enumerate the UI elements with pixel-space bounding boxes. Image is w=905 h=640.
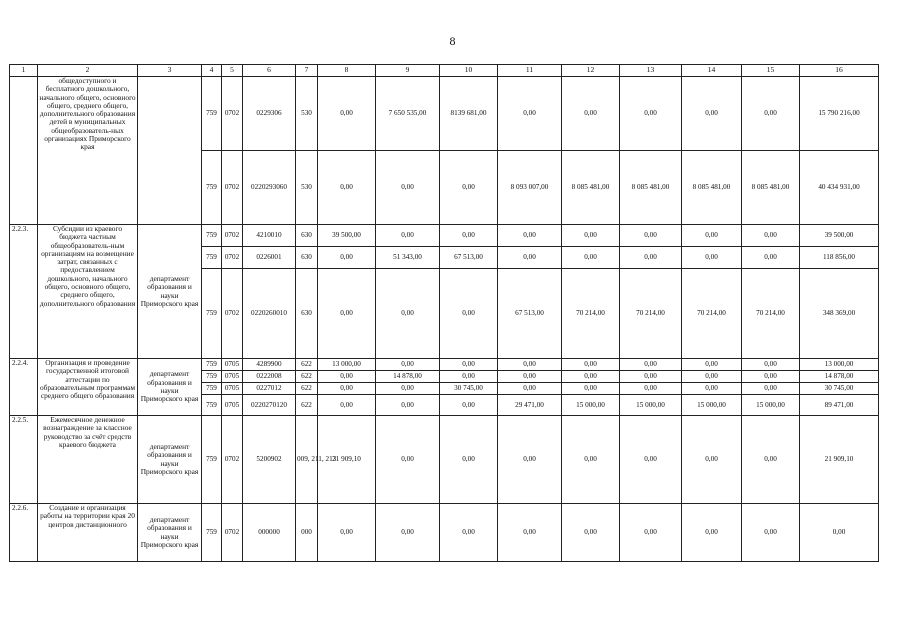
section-name: Ежемесячное денежное вознаграждение за классное руководство за счёт средств краевого бюджета [38,416,138,504]
table-cell: 009, 211, 213 [296,416,318,504]
budget-table [9,64,879,562]
table-cell: 0,00 [318,383,376,395]
table-cell: 8 085 481,00 [742,151,800,225]
table-cell: 0,00 [498,225,562,247]
table-cell: 70 214,00 [562,269,620,359]
table-cell: 0,00 [376,359,440,371]
table-cell: 51 343,00 [376,247,440,269]
table-cell: 0,00 [498,359,562,371]
table-cell: 0,00 [318,77,376,151]
table-cell: 67 513,00 [498,269,562,359]
table-cell: 8 085 481,00 [620,151,682,225]
table-cell: 0,00 [620,416,682,504]
header-cell: 6 [243,65,296,77]
table-cell: 622 [296,395,318,416]
table-cell: 89 471,00 [800,395,879,416]
header-row [10,65,879,77]
table-cell: 0,00 [440,269,498,359]
section-code: 2.2.3. [10,225,38,359]
table-cell: 759 [202,225,222,247]
table-cell: 759 [202,151,222,225]
responsible-department: департамент образования и науки Приморского края [138,359,202,416]
table-cell: 0705 [222,371,243,383]
table-cell: 0705 [222,383,243,395]
table-cell: 70 214,00 [682,269,742,359]
table-cell: 759 [202,395,222,416]
table-cell: 000000 [243,504,296,562]
header-cell: 12 [562,65,620,77]
table-cell: 0,00 [440,359,498,371]
table-cell: 0702 [222,77,243,151]
table-cell: 0,00 [440,371,498,383]
table-cell: 70 214,00 [620,269,682,359]
table-cell: 0,00 [682,225,742,247]
table-cell: 14 878,00 [800,371,879,383]
header-cell: 9 [376,65,440,77]
table-cell: 0705 [222,359,243,371]
table-cell: 0,00 [682,371,742,383]
table-cell: 21 909,10 [800,416,879,504]
header-cell: 15 [742,65,800,77]
table-cell: 0,00 [562,371,620,383]
table-cell: 0,00 [562,225,620,247]
table-cell: 0,00 [376,225,440,247]
table-cell: 0702 [222,225,243,247]
header-cell: 16 [800,65,879,77]
table-cell: 759 [202,504,222,562]
table-cell: 40 434 931,00 [800,151,879,225]
section-code [10,77,38,225]
table-cell: 15 790 216,00 [800,77,879,151]
table-cell: 0,00 [498,416,562,504]
table-cell: 759 [202,359,222,371]
table-cell: 0,00 [318,151,376,225]
table-cell: 0,00 [498,383,562,395]
table-cell: 0,00 [742,371,800,383]
table-cell: 21 909,10 [318,416,376,504]
table-cell: 0220260010 [243,269,296,359]
table-cell: 14 878,00 [376,371,440,383]
table-cell: 0,00 [376,504,440,562]
section-name: Создание и организация работы на территории края 20 центров дистанционного [38,504,138,562]
table-row [10,359,879,371]
header-cell: 5 [222,65,243,77]
table-cell: 0702 [222,247,243,269]
table-cell: 630 [296,225,318,247]
table-cell: 39 500,00 [318,225,376,247]
table-cell: 000 [296,504,318,562]
table-cell: 0,00 [562,247,620,269]
table-cell: 0,00 [498,247,562,269]
table-cell: 0,00 [620,247,682,269]
table-cell: 759 [202,416,222,504]
table-cell: 530 [296,151,318,225]
table-cell: 0,00 [318,395,376,416]
page-number: 8 [449,34,456,48]
section-name: общедоступного и бесплатного дошкольного, начального общего, основного общего, среднего общего, дополнительного образования детей в муниципальных общеобразователь-ных организациях Приморского края [38,77,138,225]
table-cell: 0,00 [620,371,682,383]
table-cell: 622 [296,359,318,371]
table-cell: 0220270120 [243,395,296,416]
table-row [10,77,879,151]
table-cell: 0220293060 [243,151,296,225]
table-cell: 0,00 [498,504,562,562]
table-cell: 8 085 481,00 [562,151,620,225]
table-cell: 759 [202,77,222,151]
responsible-department: департамент образования и науки Приморского края [138,225,202,359]
table-cell: 0227012 [243,383,296,395]
table-cell: 0,00 [498,371,562,383]
table-row [10,225,879,247]
table-cell: 0226001 [243,247,296,269]
table-cell: 759 [202,269,222,359]
section-code: 2.2.5. [10,416,38,504]
table-cell: 759 [202,247,222,269]
table-cell: 29 471,00 [498,395,562,416]
responsible-department: департамент образования и науки Приморского края [138,416,202,504]
table-cell: 759 [202,383,222,395]
table-cell: 0,00 [742,225,800,247]
table-cell: 0702 [222,269,243,359]
table-cell: 4210010 [243,225,296,247]
table-cell: 759 [202,371,222,383]
table-cell: 0705 [222,395,243,416]
responsible-department: департамент образования и науки Приморского края [138,504,202,562]
table-cell: 0222008 [243,371,296,383]
table-cell: 0,00 [742,77,800,151]
table-cell: 5200902 [243,416,296,504]
table-cell: 0,00 [562,504,620,562]
table-cell: 0,00 [620,359,682,371]
section-code: 2.2.4. [10,359,38,416]
table-cell: 8 093 007,00 [498,151,562,225]
table-cell: 0702 [222,416,243,504]
table-cell: 0,00 [562,359,620,371]
table-cell: 0,00 [440,416,498,504]
table-cell: 0702 [222,504,243,562]
table-cell: 0229306 [243,77,296,151]
section-name: Субсидии из краевого бюджета частным общеобразователь-ным организациям на возмещение затрат, связанных с предоставлением дошкольного, начального общего, основного общего, среднего общего, дополнительного образования [38,225,138,359]
table-cell: 0,00 [620,504,682,562]
header-cell: 4 [202,65,222,77]
table-cell: 4289900 [243,359,296,371]
table-cell: 0,00 [682,504,742,562]
table-cell: 0,00 [800,504,879,562]
table-cell: 0,00 [440,225,498,247]
table-cell: 0,00 [682,416,742,504]
table-cell: 0,00 [742,359,800,371]
table-cell: 622 [296,371,318,383]
header-cell: 3 [138,65,202,77]
table-cell: 118 856,00 [800,247,879,269]
table-cell: 0,00 [620,77,682,151]
table-cell: 0,00 [376,383,440,395]
table-cell: 0,00 [562,383,620,395]
table-cell: 0,00 [620,383,682,395]
table-cell: 0,00 [498,77,562,151]
table-cell: 0,00 [562,416,620,504]
table-cell: 0,00 [742,504,800,562]
table-cell: 13 000,00 [800,359,879,371]
table-cell: 0,00 [376,416,440,504]
table-cell: 0,00 [376,151,440,225]
header-cell: 1 [10,65,38,77]
header-cell: 14 [682,65,742,77]
table-cell: 8 085 481,00 [682,151,742,225]
table-cell: 0,00 [742,383,800,395]
table-cell: 0,00 [682,359,742,371]
responsible-department [138,77,202,225]
table-cell: 530 [296,77,318,151]
table-cell: 15 000,00 [620,395,682,416]
table-row [10,416,879,504]
table-cell: 0,00 [562,77,620,151]
table-cell: 8139 681,00 [440,77,498,151]
table-cell: 0,00 [682,247,742,269]
table-cell: 15 000,00 [682,395,742,416]
table-cell: 13 000,00 [318,359,376,371]
header-cell: 2 [38,65,138,77]
table-cell: 0,00 [682,77,742,151]
table-cell: 0,00 [682,383,742,395]
table-cell: 30 745,00 [800,383,879,395]
table-cell: 0,00 [318,371,376,383]
table-cell: 0,00 [440,395,498,416]
table-cell: 15 000,00 [562,395,620,416]
section-name: Организация и проведение государственной итоговой аттестации по образовательным программам среднего общего образования [38,359,138,416]
table-body [10,65,879,562]
table-cell: 67 513,00 [440,247,498,269]
table-cell: 39 500,00 [800,225,879,247]
header-cell: 13 [620,65,682,77]
header-cell: 11 [498,65,562,77]
table-cell: 630 [296,247,318,269]
table-cell: 7 650 535,00 [376,77,440,151]
table-cell: 348 369,00 [800,269,879,359]
table-cell: 0,00 [376,395,440,416]
table-cell: 0,00 [440,151,498,225]
table-cell: 0,00 [742,247,800,269]
header-cell: 7 [296,65,318,77]
table-cell: 15 000,00 [742,395,800,416]
table-cell: 0,00 [318,504,376,562]
table-cell: 0,00 [742,416,800,504]
table-cell: 0,00 [620,225,682,247]
section-code: 2.2.6. [10,504,38,562]
table-cell: 0,00 [318,247,376,269]
table-cell: 70 214,00 [742,269,800,359]
table-cell: 0,00 [318,269,376,359]
header-cell: 10 [440,65,498,77]
table-cell: 30 745,00 [440,383,498,395]
table-cell: 0702 [222,151,243,225]
table-row [10,504,879,562]
header-cell: 8 [318,65,376,77]
table-cell: 630 [296,269,318,359]
table-cell: 0,00 [440,504,498,562]
table-cell: 0,00 [376,269,440,359]
table-cell: 622 [296,383,318,395]
